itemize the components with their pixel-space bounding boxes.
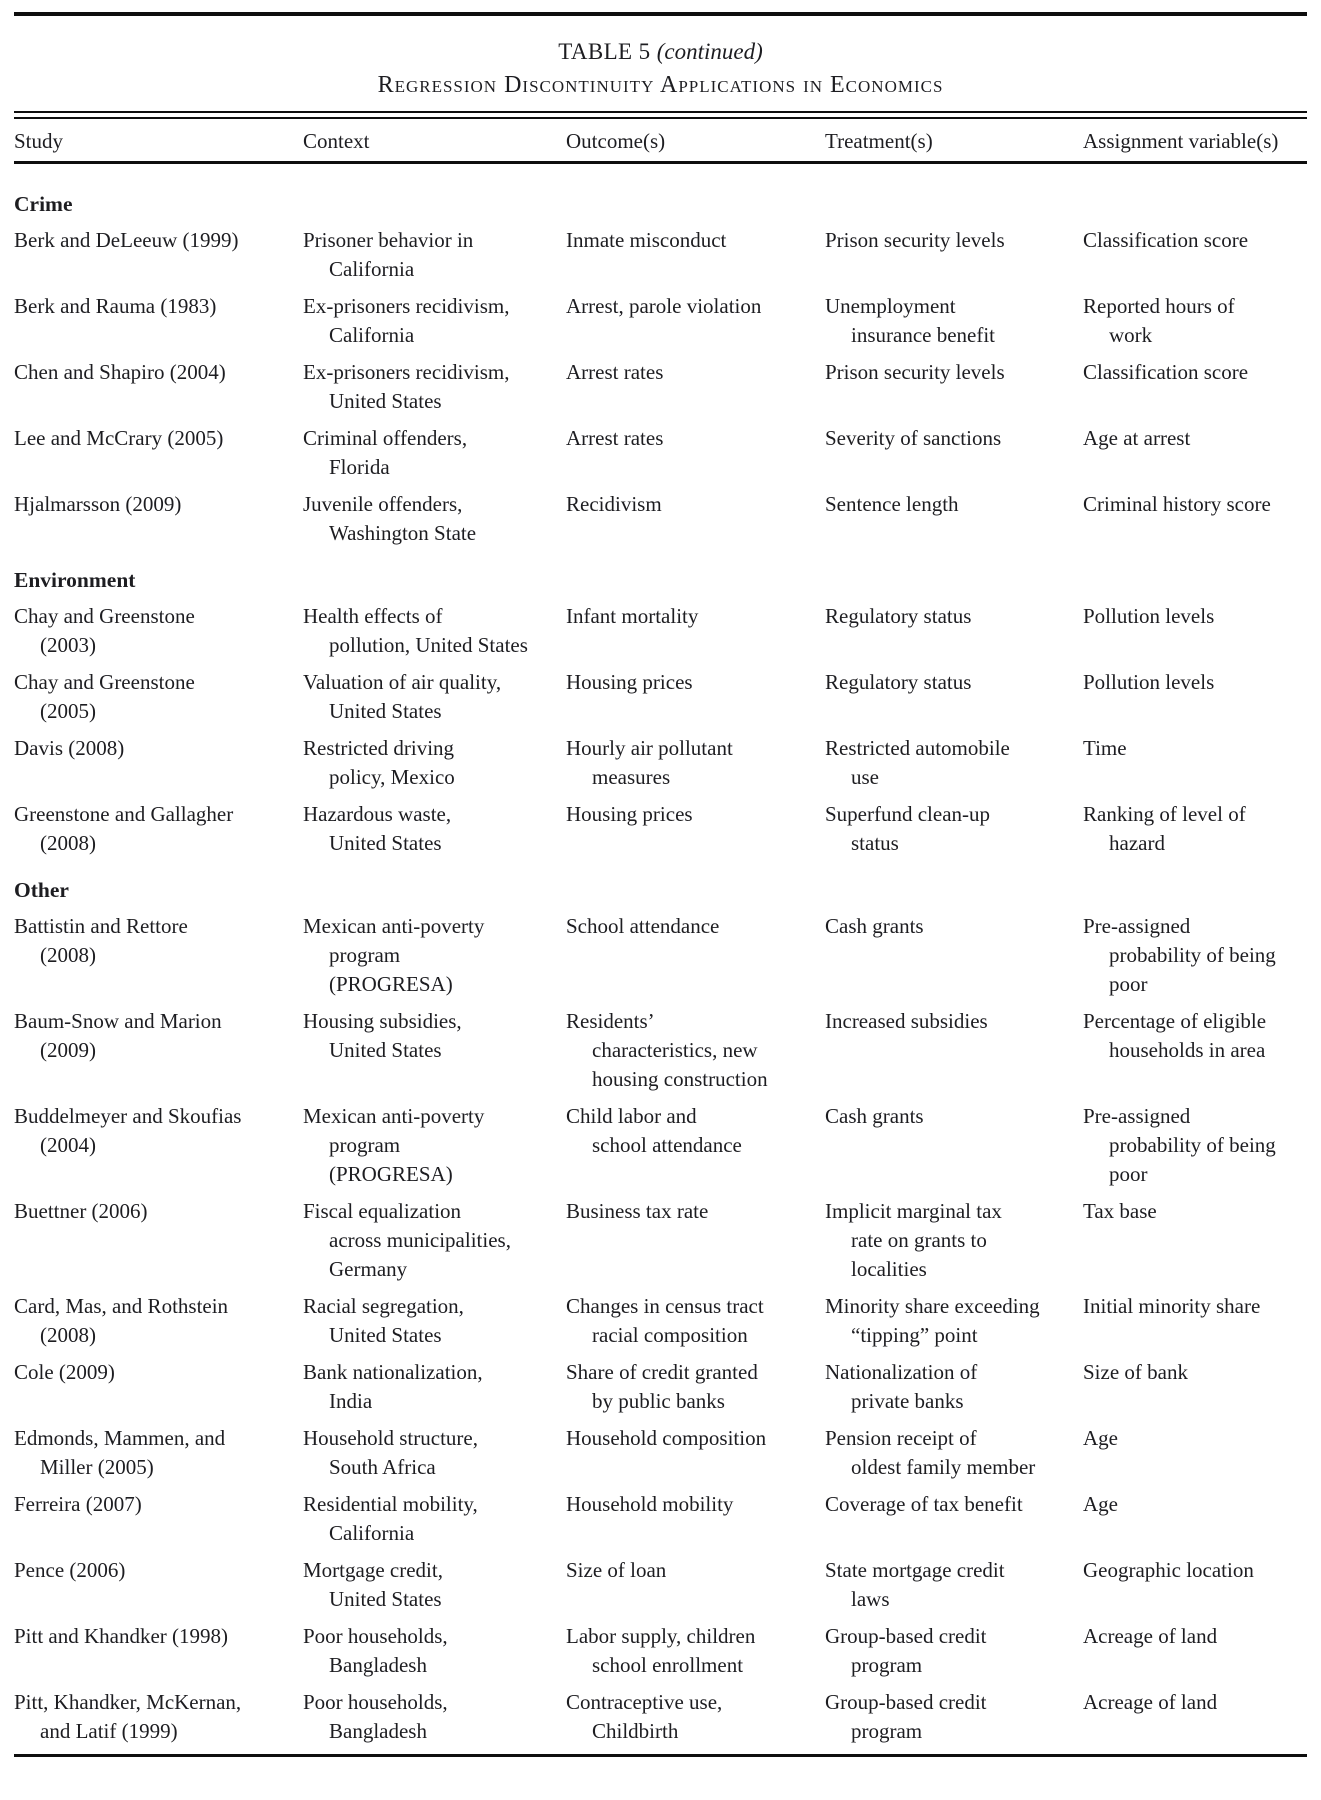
cell-line: use <box>851 765 879 789</box>
cell-line: United States <box>329 1038 442 1062</box>
cell-line: Criminal offenders, <box>303 426 468 450</box>
table-row <box>14 1007 1307 1094</box>
table-row <box>14 734 1307 792</box>
cell-line: Group-based credit <box>825 1690 987 1714</box>
table-row <box>14 1358 1307 1416</box>
cell-line: Bangladesh <box>329 1653 427 1677</box>
cell-study <box>14 668 303 726</box>
top-rule <box>14 12 1307 16</box>
cell-line: characteristics, new <box>592 1038 758 1062</box>
cell-assignment <box>1083 358 1307 416</box>
cell-line: Valuation of air quality, <box>303 670 502 694</box>
cell-line: Hourly air pollutant <box>566 736 733 760</box>
cell-line: Edmonds, Mammen, and <box>14 1426 226 1450</box>
column-header-context: Context <box>303 129 370 153</box>
cell-treatments <box>825 1424 1083 1482</box>
cell-line: Household mobility <box>566 1492 734 1516</box>
cell-line: Mortgage credit, <box>303 1558 443 1582</box>
table-row <box>14 1490 1307 1548</box>
table-row <box>14 1556 1307 1614</box>
cell-line: hazard <box>1109 831 1165 855</box>
cell-outcomes <box>566 1490 825 1548</box>
cell-line: Percentage of eligible <box>1083 1009 1267 1033</box>
cell-assignment <box>1083 1622 1307 1680</box>
cell-treatments <box>825 1292 1083 1350</box>
cell-line: Size of loan <box>566 1558 667 1582</box>
cell-study <box>14 1292 303 1350</box>
cell-line: Housing subsidies, <box>303 1009 462 1033</box>
cell-line: Prisoner behavior in <box>303 228 474 252</box>
cell-line: Housing prices <box>566 802 693 826</box>
cell-line: Prison security levels <box>825 228 1005 252</box>
cell-line: Lee and McCrary (2005) <box>14 426 224 450</box>
cell-line: Hjalmarsson (2009) <box>14 492 182 516</box>
table-row <box>14 292 1307 350</box>
cell-line: Ranking of level of <box>1083 802 1246 826</box>
cell-assignment <box>1083 1424 1307 1482</box>
cell-line: Household structure, <box>303 1426 478 1450</box>
cell-treatments <box>825 292 1083 350</box>
cell-line: Pre-assigned <box>1083 1104 1191 1128</box>
cell-line: Poor households, <box>303 1690 448 1714</box>
cell-line: Pollution levels <box>1083 670 1215 694</box>
cell-assignment <box>1083 734 1307 792</box>
cell-line: Florida <box>329 455 390 479</box>
cell-study <box>14 292 303 350</box>
cell-assignment <box>1083 292 1307 350</box>
cell-treatments <box>825 734 1083 792</box>
cell-assignment <box>1083 226 1307 284</box>
cell-line: Battistin and Rettore <box>14 914 188 938</box>
table-row <box>14 668 1307 726</box>
cell-line: Arrest rates <box>566 426 664 450</box>
cell-outcomes <box>566 1688 825 1746</box>
cell-line: Fiscal equalization <box>303 1199 462 1223</box>
cell-study <box>14 424 303 482</box>
cell-outcomes <box>566 292 825 350</box>
cell-line: (PROGRESA) <box>329 972 453 996</box>
cell-study <box>14 1688 303 1746</box>
cell-line: (2008) <box>40 943 96 967</box>
cell-line: Criminal history score <box>1083 492 1271 516</box>
cell-line: United States <box>329 1323 442 1347</box>
cell-context <box>303 1358 566 1416</box>
cell-context <box>303 734 566 792</box>
cell-treatments <box>825 668 1083 726</box>
cell-line: Residents’ <box>566 1009 655 1033</box>
cell-line: Prison security levels <box>825 360 1005 384</box>
cell-line: (2003) <box>40 633 96 657</box>
cell-line: California <box>329 1521 415 1545</box>
cell-line: Card, Mas, and Rothstein <box>14 1294 229 1318</box>
cell-study <box>14 602 303 660</box>
cell-outcomes <box>566 1556 825 1614</box>
cell-outcomes <box>566 1358 825 1416</box>
cell-study <box>14 1197 303 1284</box>
cell-line: work <box>1109 323 1153 347</box>
cell-context <box>303 226 566 284</box>
cell-context <box>303 358 566 416</box>
cell-line: rate on grants to <box>851 1228 987 1252</box>
cell-outcomes <box>566 1622 825 1680</box>
table-row <box>14 1197 1307 1284</box>
cell-line: (2004) <box>40 1133 96 1157</box>
cell-line: Germany <box>329 1257 408 1281</box>
table-row <box>14 424 1307 482</box>
column-header-row <box>14 128 1307 154</box>
cell-line: Coverage of tax benefit <box>825 1492 1023 1516</box>
table-row <box>14 1424 1307 1482</box>
cell-line: Inmate misconduct <box>566 228 727 252</box>
cell-assignment <box>1083 424 1307 482</box>
cell-line: Cash grants <box>825 1104 924 1128</box>
cell-context <box>303 1102 566 1189</box>
cell-line: Poor households, <box>303 1624 448 1648</box>
table-title-note: (continued) <box>656 39 763 64</box>
cell-line: Bangladesh <box>329 1719 427 1743</box>
cell-line: Chay and Greenstone <box>14 670 195 694</box>
cell-treatments <box>825 490 1083 548</box>
cell-study <box>14 1007 303 1094</box>
cell-line: Pension receipt of <box>825 1426 977 1450</box>
cell-line: United States <box>329 699 442 723</box>
cell-assignment <box>1083 1292 1307 1350</box>
cell-treatments <box>825 1688 1083 1746</box>
cell-line: racial composition <box>592 1323 748 1347</box>
cell-treatments <box>825 1622 1083 1680</box>
cell-assignment <box>1083 1102 1307 1189</box>
cell-line: across municipalities, <box>329 1228 511 1252</box>
cell-outcomes <box>566 424 825 482</box>
table-row <box>14 912 1307 999</box>
cell-context <box>303 1007 566 1094</box>
cell-context <box>303 1688 566 1746</box>
cell-assignment <box>1083 1358 1307 1416</box>
cell-line: localities <box>851 1257 927 1281</box>
cell-line: Superfund clean-up <box>825 802 991 826</box>
cell-line: Childbirth <box>592 1719 679 1743</box>
cell-assignment <box>1083 912 1307 999</box>
cell-outcomes <box>566 490 825 548</box>
cell-line: probability of being <box>1109 1133 1276 1157</box>
cell-assignment <box>1083 800 1307 858</box>
cell-line: program <box>851 1719 923 1743</box>
cell-line: Housing prices <box>566 670 693 694</box>
table-row <box>14 358 1307 416</box>
table-body <box>14 164 1307 1746</box>
cell-line: policy, Mexico <box>329 765 455 789</box>
cell-line: Miller (2005) <box>40 1455 154 1479</box>
cell-line: Cole (2009) <box>14 1360 115 1384</box>
cell-line: Bank nationalization, <box>303 1360 483 1384</box>
cell-context <box>303 602 566 660</box>
cell-line: Racial segregation, <box>303 1294 464 1318</box>
cell-treatments <box>825 800 1083 858</box>
cell-line: poor <box>1109 972 1148 996</box>
cell-context <box>303 668 566 726</box>
cell-line: (2008) <box>40 831 96 855</box>
header-double-rule <box>14 111 1307 119</box>
cell-line: Size of bank <box>1083 1360 1188 1384</box>
cell-line: State mortgage credit <box>825 1558 1005 1582</box>
cell-outcomes <box>566 1197 825 1284</box>
cell-context <box>303 1424 566 1482</box>
cell-line: Geographic location <box>1083 1558 1254 1582</box>
cell-line: United States <box>329 1587 442 1611</box>
cell-study <box>14 1102 303 1189</box>
cell-study <box>14 226 303 284</box>
cell-treatments <box>825 912 1083 999</box>
cell-outcomes <box>566 734 825 792</box>
cell-line: and Latif (1999) <box>40 1719 178 1743</box>
cell-treatments <box>825 1197 1083 1284</box>
cell-line: Regulatory status <box>825 670 972 694</box>
cell-line: Health effects of <box>303 604 443 628</box>
cell-line: program <box>851 1653 923 1677</box>
cell-line: oldest family member <box>851 1455 1036 1479</box>
cell-line: “tipping” point <box>851 1323 978 1347</box>
cell-assignment <box>1083 1007 1307 1094</box>
cell-outcomes <box>566 602 825 660</box>
cell-treatments <box>825 1007 1083 1094</box>
table-row <box>14 1688 1307 1746</box>
cell-assignment <box>1083 1556 1307 1614</box>
cell-context <box>303 1556 566 1614</box>
cell-line: Reported hours of <box>1083 294 1235 318</box>
cell-line: (2008) <box>40 1323 96 1347</box>
cell-outcomes <box>566 668 825 726</box>
cell-line: Davis (2008) <box>14 736 125 760</box>
cell-line: measures <box>592 765 671 789</box>
column-header-outcomes: Outcome(s) <box>566 129 666 153</box>
cell-line: Age <box>1083 1426 1118 1450</box>
cell-line: Chay and Greenstone <box>14 604 195 628</box>
cell-outcomes <box>566 1102 825 1189</box>
cell-line: poor <box>1109 1162 1148 1186</box>
cell-line: Residential mobility, <box>303 1492 478 1516</box>
cell-line: insurance benefit <box>851 323 996 347</box>
cell-treatments <box>825 424 1083 482</box>
cell-outcomes <box>566 1424 825 1482</box>
cell-line: Share of credit granted <box>566 1360 758 1384</box>
cell-line: Pollution levels <box>1083 604 1215 628</box>
cell-line: India <box>329 1389 373 1413</box>
cell-line: Time <box>1083 736 1127 760</box>
table-row <box>14 490 1307 548</box>
column-header-treatments: Treatment(s) <box>825 129 933 153</box>
table-title-main: TABLE 5 <box>558 39 651 64</box>
cell-treatments <box>825 358 1083 416</box>
cell-line: school attendance <box>592 1133 742 1157</box>
cell-outcomes <box>566 800 825 858</box>
cell-outcomes <box>566 912 825 999</box>
cell-assignment <box>1083 490 1307 548</box>
cell-line: Restricted driving <box>303 736 455 760</box>
cell-study <box>14 1556 303 1614</box>
cell-line: Household composition <box>566 1426 767 1450</box>
cell-line: Changes in census tract <box>566 1294 764 1318</box>
cell-outcomes <box>566 226 825 284</box>
cell-study <box>14 1622 303 1680</box>
cell-study <box>14 734 303 792</box>
cell-line: school enrollment <box>592 1653 744 1677</box>
cell-context <box>303 490 566 548</box>
cell-line: program <box>329 943 401 967</box>
cell-assignment <box>1083 602 1307 660</box>
cell-line: households in area <box>1109 1038 1266 1062</box>
cell-study <box>14 1358 303 1416</box>
cell-treatments <box>825 1102 1083 1189</box>
cell-line: Mexican anti-poverty <box>303 914 485 938</box>
cell-line: (2009) <box>40 1038 96 1062</box>
table-row <box>14 800 1307 858</box>
cell-line: Arrest, parole violation <box>566 294 762 318</box>
cell-line: Labor supply, children <box>566 1624 756 1648</box>
cell-assignment <box>1083 1490 1307 1548</box>
cell-line: United States <box>329 831 442 855</box>
table-row <box>14 226 1307 284</box>
cell-line: Minority share exceeding <box>825 1294 1040 1318</box>
cell-line: laws <box>851 1587 890 1611</box>
cell-line: Unemployment <box>825 294 956 318</box>
cell-line: status <box>851 831 899 855</box>
cell-study <box>14 358 303 416</box>
cell-line: South Africa <box>329 1455 436 1479</box>
cell-line: Pre-assigned <box>1083 914 1191 938</box>
cell-treatments <box>825 602 1083 660</box>
cell-study <box>14 1424 303 1482</box>
cell-line: School attendance <box>566 914 720 938</box>
cell-line: Chen and Shapiro (2004) <box>14 360 226 384</box>
cell-line: Restricted automobile <box>825 736 1010 760</box>
cell-line: Baum-Snow and Marion <box>14 1009 222 1033</box>
cell-line: California <box>329 257 415 281</box>
cell-study <box>14 800 303 858</box>
cell-outcomes <box>566 1292 825 1350</box>
cell-line: by public banks <box>592 1389 725 1413</box>
cell-line: Buddelmeyer and Skoufias <box>14 1104 242 1128</box>
cell-line: Berk and DeLeeuw (1999) <box>14 228 239 252</box>
cell-line: Acreage of land <box>1083 1624 1218 1648</box>
cell-context <box>303 292 566 350</box>
cell-line: Regulatory status <box>825 604 972 628</box>
cell-study <box>14 1490 303 1548</box>
table-subtitle: Regression Discontinuity Applications in Economics <box>377 72 944 98</box>
table-row <box>14 1102 1307 1189</box>
cell-line: Juvenile offenders, <box>303 492 463 516</box>
cell-line: program <box>329 1133 401 1157</box>
cell-treatments <box>825 1556 1083 1614</box>
column-header-assignment: Assignment variable(s) <box>1083 129 1279 153</box>
cell-line: Nationalization of <box>825 1360 978 1384</box>
table-row <box>14 1292 1307 1350</box>
cell-line: (2005) <box>40 699 96 723</box>
cell-line: Increased subsidies <box>825 1009 988 1033</box>
cell-line: Hazardous waste, <box>303 802 452 826</box>
cell-line: (PROGRESA) <box>329 1162 453 1186</box>
cell-line: private banks <box>851 1389 964 1413</box>
cell-line: Age <box>1083 1492 1118 1516</box>
cell-line: Pitt and Khandker (1998) <box>14 1624 229 1648</box>
cell-line: Buettner (2006) <box>14 1199 148 1223</box>
cell-line: Pence (2006) <box>14 1558 126 1582</box>
cell-line: probability of being <box>1109 943 1276 967</box>
cell-line: Initial minority share <box>1083 1294 1261 1318</box>
cell-line: Classification score <box>1083 360 1249 384</box>
cell-line: Business tax rate <box>566 1199 709 1223</box>
section-header-crime: Crime <box>14 192 73 216</box>
cell-context <box>303 1622 566 1680</box>
column-header-study: Study <box>14 129 64 153</box>
section-header-environment: Environment <box>14 568 136 592</box>
cell-line: Severity of sanctions <box>825 426 1002 450</box>
cell-line: Mexican anti-poverty <box>303 1104 485 1128</box>
cell-context <box>303 1197 566 1284</box>
section-header-other: Other <box>14 878 69 902</box>
cell-context <box>303 424 566 482</box>
cell-line: Pitt, Khandker, McKernan, <box>14 1690 242 1714</box>
cell-line: Arrest rates <box>566 360 664 384</box>
cell-line: Implicit marginal tax <box>825 1199 1002 1223</box>
cell-line: Tax base <box>1083 1199 1157 1223</box>
cell-line: housing construction <box>592 1067 768 1091</box>
cell-study <box>14 912 303 999</box>
cell-line: Cash grants <box>825 914 924 938</box>
cell-line: Recidivism <box>566 492 662 516</box>
cell-line: Group-based credit <box>825 1624 987 1648</box>
cell-line: Infant mortality <box>566 604 699 628</box>
cell-context <box>303 1490 566 1548</box>
cell-context <box>303 800 566 858</box>
cell-line: Sentence length <box>825 492 959 516</box>
cell-assignment <box>1083 668 1307 726</box>
cell-line: Child labor and <box>566 1104 697 1128</box>
cell-line: pollution, United States <box>329 633 528 657</box>
cell-line: California <box>329 323 415 347</box>
cell-line: Ex-prisoners recidivism, <box>303 360 510 384</box>
cell-line: Age at arrest <box>1083 426 1191 450</box>
cell-treatments <box>825 1490 1083 1548</box>
table-row <box>14 602 1307 660</box>
cell-outcomes <box>566 358 825 416</box>
cell-outcomes <box>566 1007 825 1094</box>
cell-assignment <box>1083 1197 1307 1284</box>
cell-line: United States <box>329 389 442 413</box>
cell-line: Contraceptive use, <box>566 1690 723 1714</box>
cell-context <box>303 912 566 999</box>
cell-line: Washington State <box>329 521 477 545</box>
cell-line: Berk and Rauma (1983) <box>14 294 217 318</box>
cell-line: Ferreira (2007) <box>14 1492 142 1516</box>
table-row <box>14 1622 1307 1680</box>
cell-line: Greenstone and Gallagher <box>14 802 234 826</box>
cell-treatments <box>825 226 1083 284</box>
cell-context <box>303 1292 566 1350</box>
cell-line: Acreage of land <box>1083 1690 1218 1714</box>
cell-study <box>14 490 303 548</box>
bottom-rule <box>14 1754 1307 1757</box>
cell-line: Ex-prisoners recidivism, <box>303 294 510 318</box>
table-title <box>14 38 1307 66</box>
cell-assignment <box>1083 1688 1307 1746</box>
cell-treatments <box>825 1358 1083 1416</box>
cell-line: Classification score <box>1083 228 1249 252</box>
